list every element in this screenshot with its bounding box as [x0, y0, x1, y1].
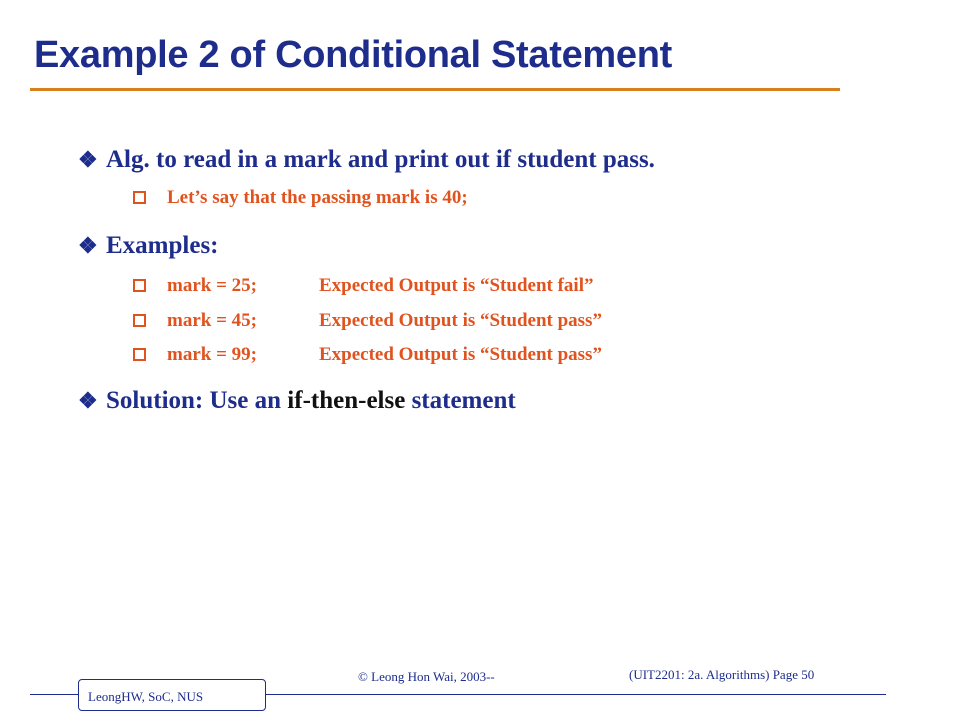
hollow-square-bullet-icon: [133, 279, 146, 292]
hollow-square-bullet-icon: [133, 191, 146, 204]
bullet-algorithm-text: Alg. to read in a mark and print out if student pass.: [106, 146, 655, 173]
footer-rule: [266, 694, 886, 695]
bullet-solution-text-pre: Solution: Use an: [106, 387, 288, 414]
bullet-solution-text-post: statement: [405, 387, 516, 414]
example-mark: mark = 25;: [167, 275, 257, 296]
footer-rule: [30, 694, 78, 695]
bullet-solution: [78, 387, 516, 415]
title-underline: [30, 88, 840, 91]
example-row: [133, 344, 602, 366]
example-output: Expected Output is “Student pass”: [319, 310, 602, 331]
example-row: [133, 275, 593, 297]
bullet-examples-text: Examples:: [106, 232, 219, 259]
diamond-bullet-icon: ❖: [78, 233, 98, 258]
slide-title: Example 2 of Conditional Statement: [34, 34, 673, 76]
example-row: [133, 310, 602, 332]
footer-page-info: (UIT2201: 2a. Algorithms) Page 50: [629, 667, 815, 682]
bullet-solution-code: if-then-else: [287, 387, 406, 414]
example-output: Expected Output is “Student pass”: [319, 344, 602, 365]
diamond-bullet-icon: ❖: [78, 147, 98, 172]
example-mark: mark = 45;: [167, 310, 257, 331]
hollow-square-bullet-icon: [133, 314, 146, 327]
bullet-examples: [78, 232, 219, 260]
footer-author-box: LeongHW, SoC, NUS: [78, 679, 266, 711]
sub-bullet-passing-mark: [133, 187, 468, 209]
bullet-algorithm: [78, 146, 655, 174]
diamond-bullet-icon: ❖: [78, 388, 98, 413]
hollow-square-bullet-icon: [133, 348, 146, 361]
footer-copyright: © Leong Hon Wai, 2003--: [358, 669, 495, 684]
sub-bullet-passing-mark-text: Let’s say that the passing mark is 40;: [167, 187, 468, 208]
example-mark: mark = 99;: [167, 344, 257, 365]
example-output: Expected Output is “Student fail”: [319, 275, 594, 296]
